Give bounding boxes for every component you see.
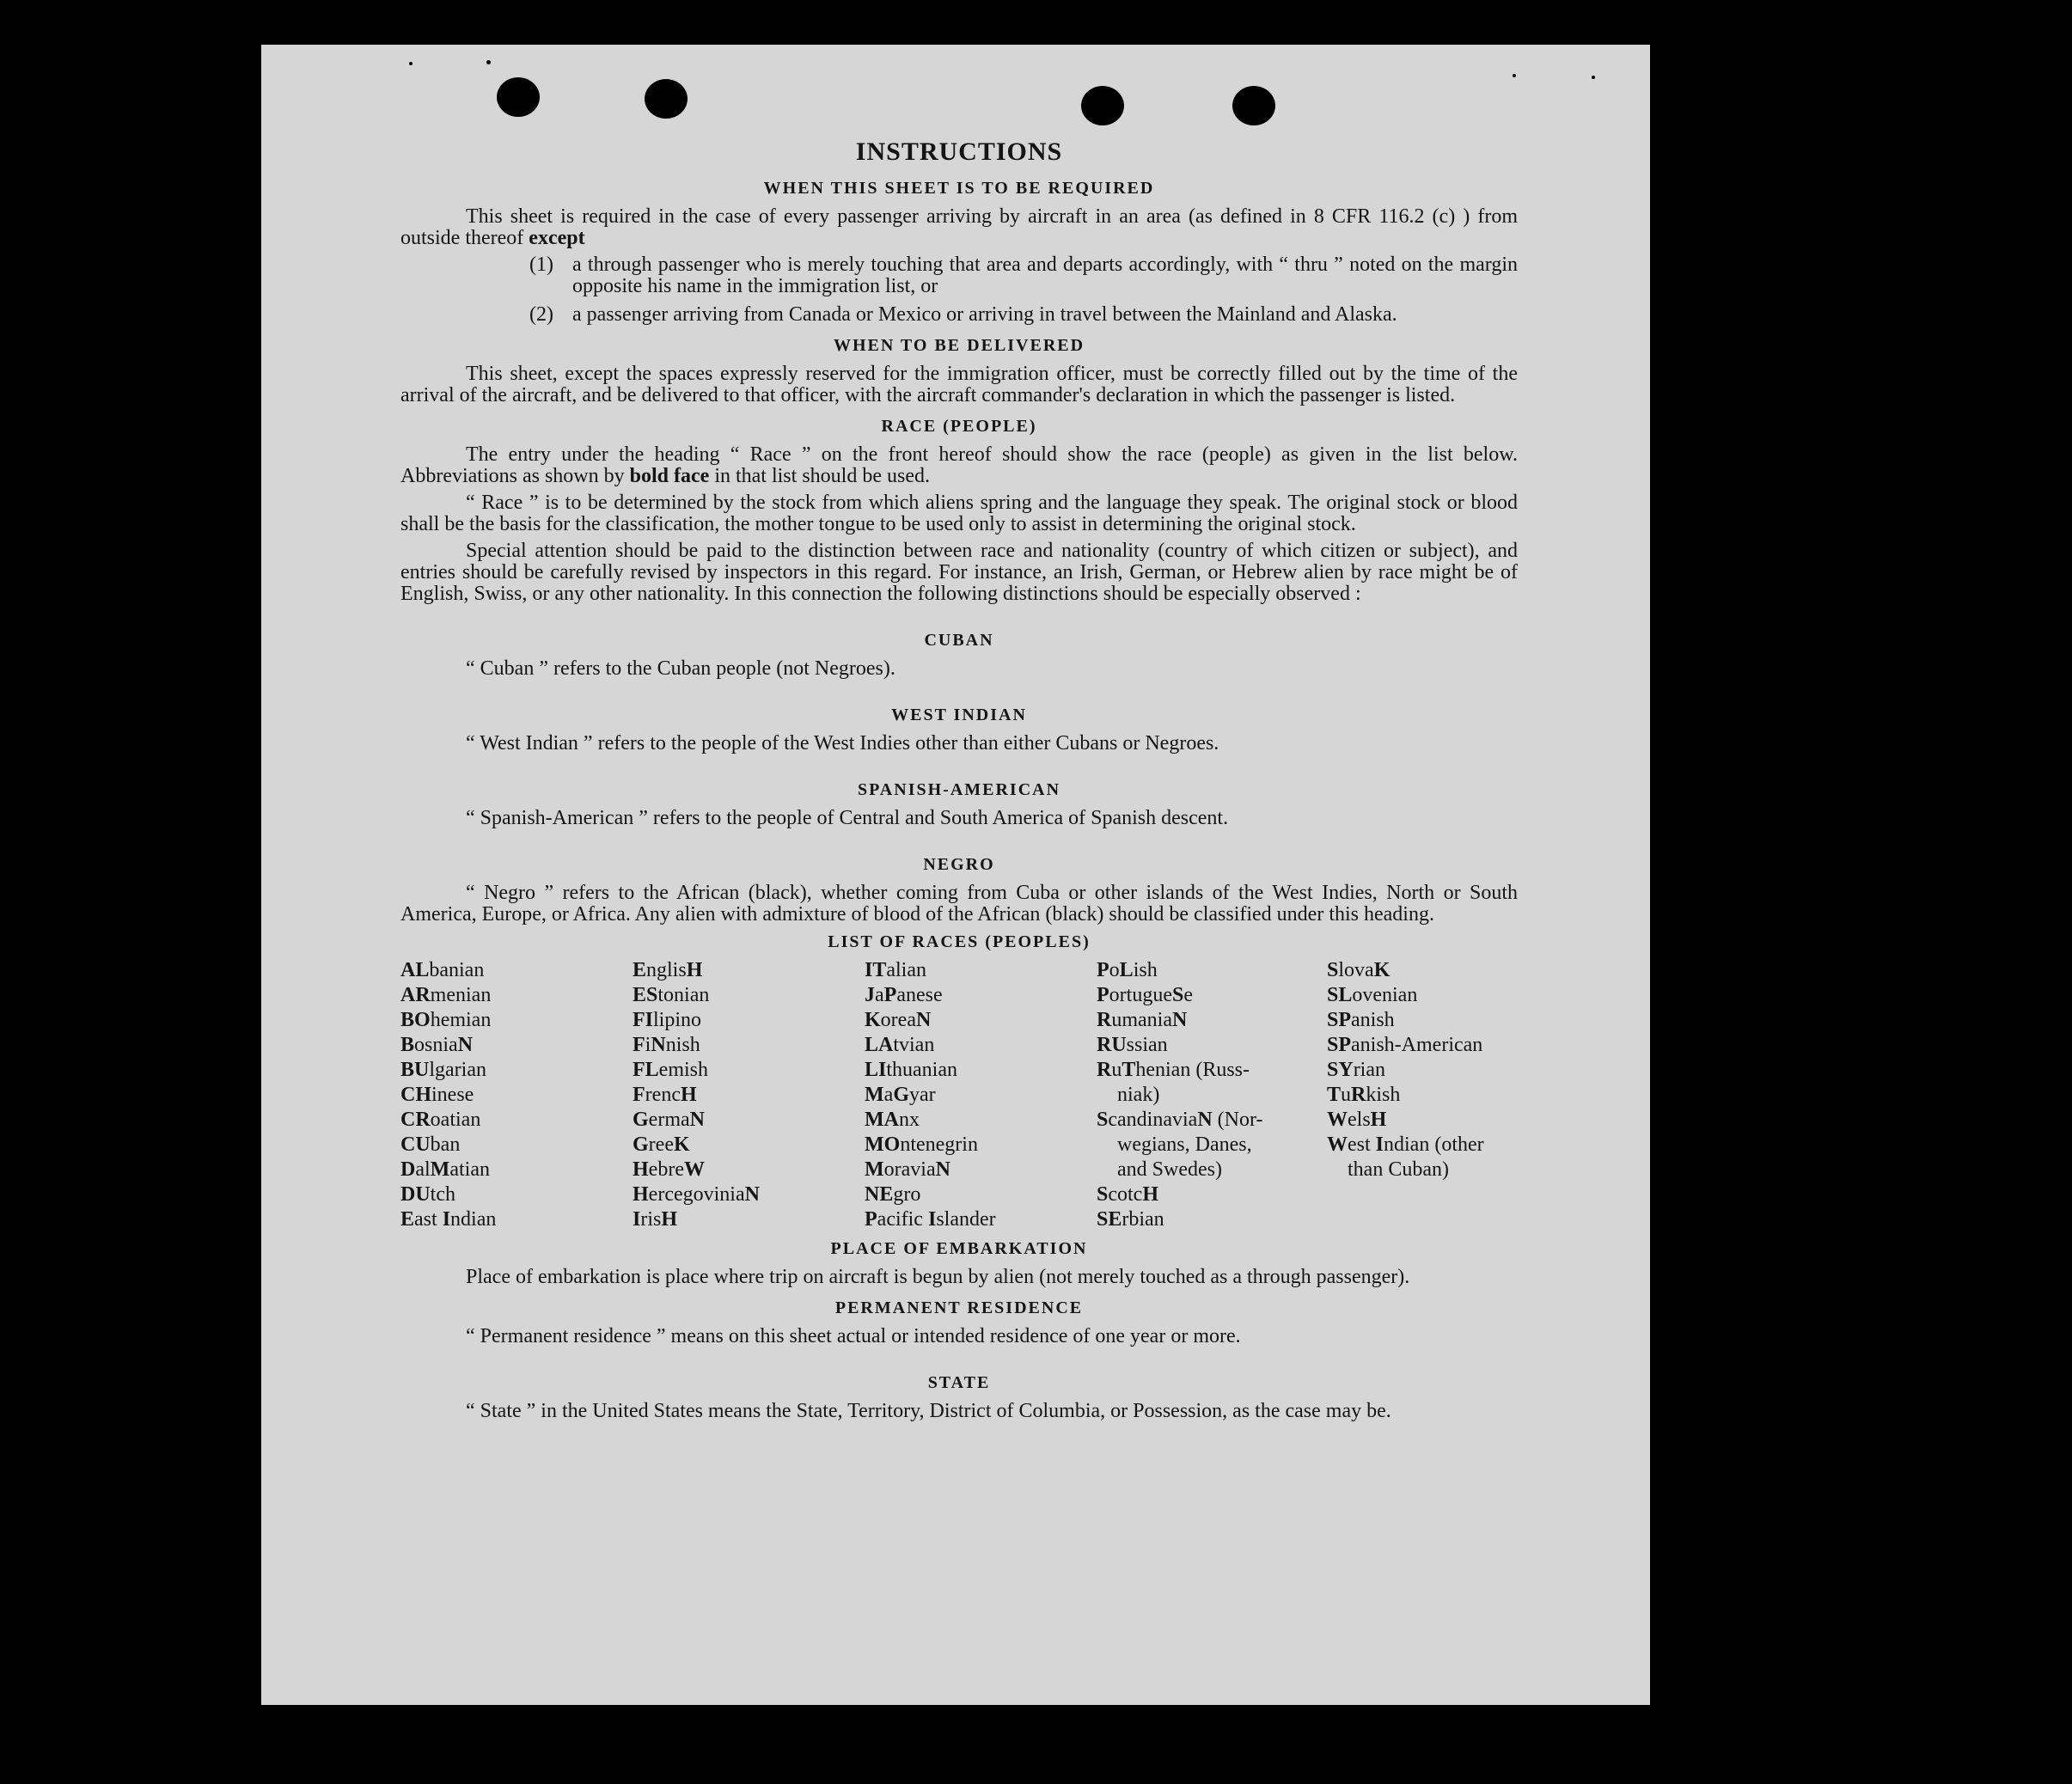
race-entry: West Indian (other — [1327, 1133, 1484, 1156]
race-entry: ScandinaviaN (Nor- — [1097, 1109, 1263, 1131]
heading-when-delivered: WHEN TO BE DELIVERED — [833, 336, 1085, 355]
race-entry: IrisH — [633, 1208, 678, 1231]
heading-place-of-embarkation: PLACE OF EMBARKATION — [830, 1239, 1088, 1258]
list-item: (1) a through passenger who is merely touching that area and departs accordingly, with “ thru ” noted on the margin opposite his name in the immigration list, or — [529, 254, 1518, 297]
race-entry: ScotcH — [1097, 1183, 1159, 1206]
race-entry: EStonian — [633, 984, 710, 1006]
punch-hole — [497, 77, 540, 117]
race-entry: ITalian — [865, 959, 926, 981]
race-column — [865, 958, 1097, 1232]
race-column — [1097, 958, 1327, 1232]
punch-hole — [645, 79, 688, 119]
dust-speck — [1592, 76, 1595, 79]
race-entry: DalMatian — [400, 1158, 490, 1181]
heading-list-of-races: LIST OF RACES (PEOPLES) — [828, 932, 1091, 951]
race-entry: RuThenian (Russ- — [1097, 1059, 1250, 1081]
dust-speck — [409, 62, 413, 65]
race-entry: niak) — [1117, 1084, 1160, 1106]
instructions-content — [400, 137, 1518, 1422]
race-column — [400, 958, 633, 1232]
race-entry: JaPanese — [865, 984, 943, 1006]
race-entry: FrencH — [633, 1084, 697, 1106]
race-entry: KoreaN — [865, 1009, 932, 1031]
race-entry: GermaN — [633, 1109, 705, 1131]
race-entry: wegians, Danes, — [1117, 1133, 1252, 1156]
heading-race: RACE (PEOPLE) — [881, 417, 1037, 436]
race-entry: HercegoviniaN — [633, 1183, 760, 1206]
paragraph-cuban: “ Cuban ” refers to the Cuban people (not Negroes). — [466, 657, 895, 680]
race-entry: ALbanian — [400, 959, 485, 981]
heading-when-required: WHEN THIS SHEET IS TO BE REQUIRED — [763, 179, 1155, 198]
race-entry: CRoatian — [400, 1109, 481, 1131]
race-entry: SErbian — [1097, 1208, 1164, 1231]
dust-speck — [1513, 74, 1516, 77]
paragraph-when-required: This sheet is required in the case of every passenger arriving by aircraft in an area (as defined in 8 CFR 116.2 (c) ) from outside thereof except — [400, 205, 1518, 249]
paragraph-race-3: Special attention should be paid to the distinction between race and nationality (country of which citizen or subject), and entries should be carefully revised by inspectors in this regard. For instance, an Irish, German, or Hebrew alien by race might be of English, Swiss, or any other nationality. In this connection the following distinctions should be especially observed : — [400, 540, 1518, 605]
race-entry: CHinese — [400, 1084, 474, 1106]
race-entry: HebreW — [633, 1158, 705, 1181]
race-entry: SPanish-American — [1327, 1034, 1483, 1056]
page-title: INSTRUCTIONS — [855, 137, 1063, 166]
heading-spanish-american: SPANISH-AMERICAN — [857, 780, 1061, 799]
race-entry: RUssian — [1097, 1034, 1168, 1056]
heading-permanent-residence: PERMANENT RESIDENCE — [834, 1298, 1084, 1317]
race-entry: BUlgarian — [400, 1059, 486, 1081]
race-entry: MaGyar — [865, 1084, 936, 1106]
race-entry: PortugueSe — [1097, 984, 1193, 1006]
race-entry: NEgro — [865, 1183, 921, 1206]
punch-hole — [1081, 86, 1124, 125]
race-entry: LAtvian — [865, 1034, 935, 1056]
race-entry: CUban — [400, 1133, 461, 1156]
punch-hole — [1232, 86, 1275, 125]
paragraph-spanish-american: “ Spanish-American ” refers to the people of Central and South America of Spanish descent. — [466, 807, 1229, 829]
race-entry: Pacific Islander — [865, 1208, 996, 1231]
race-entry: FiNnish — [633, 1034, 700, 1056]
race-entry: than Cuban) — [1348, 1158, 1449, 1181]
heading-cuban: CUBAN — [924, 631, 994, 650]
heading-state: STATE — [927, 1373, 991, 1392]
race-entry: GreeK — [633, 1133, 690, 1156]
document-page — [261, 45, 1650, 1705]
race-entry: East Indian — [400, 1208, 497, 1231]
paragraph-race-1: The entry under the heading “ Race ” on the front hereof should show the race (people) as given in the list below. Abbreviations as shown by bold face in that list should be used. — [400, 443, 1518, 487]
race-column — [1327, 958, 1518, 1232]
race-list — [400, 958, 1518, 1232]
race-entry: MAnx — [865, 1109, 920, 1131]
race-entry: EnglisH — [633, 959, 703, 981]
paragraph-west-indian: “ West Indian ” refers to the people of the West Indies other than either Cubans or Negroes. — [466, 732, 1219, 755]
race-entry: ARmenian — [400, 984, 492, 1006]
dust-speck — [486, 60, 491, 64]
paragraph-state: “ State ” in the United States means the State, Territory, District of Columbia, or Possession, as the case may be. — [466, 1400, 1391, 1422]
race-column — [633, 958, 865, 1232]
race-entry: TuRkish — [1327, 1084, 1401, 1106]
race-entry: SPanish — [1327, 1009, 1395, 1031]
heading-west-indian: WEST INDIAN — [891, 706, 1027, 724]
race-entry: BosniaN — [400, 1034, 474, 1056]
paragraph-negro: “ Negro ” refers to the African (black), whether coming from Cuba or other islands of the West Indies, North or South America, Europe, or Africa. Any alien with admixture of blood of the African (black) should be classified under this heading. — [400, 882, 1518, 926]
race-entry: MOntenegrin — [865, 1133, 978, 1156]
race-entry: SlovaK — [1327, 959, 1391, 981]
race-entry: PoLish — [1097, 959, 1158, 981]
paragraph-place-of-embarkation: Place of embarkation is place where trip on aircraft is begun by alien (not merely touched as a through passenger). — [466, 1266, 1410, 1288]
heading-negro: NEGRO — [923, 855, 995, 874]
race-entry: MoraviaN — [865, 1158, 950, 1181]
paragraph-permanent-residence: “ Permanent residence ” means on this sheet actual or intended residence of one year or more. — [466, 1325, 1241, 1347]
race-entry: LIthuanian — [865, 1059, 957, 1081]
list-item: (2) a passenger arriving from Canada or Mexico or arriving in travel between the Mainland and Alaska. — [529, 303, 1397, 326]
paragraph-when-delivered: This sheet, except the spaces expressly reserved for the immigration officer, must be correctly filled out by the time of the arrival of the aircraft, and be delivered to that officer, with the aircraft commander's declaration in which the passenger is listed. — [400, 363, 1518, 406]
race-entry: BOhemian — [400, 1009, 492, 1031]
race-entry: FLemish — [633, 1059, 708, 1081]
race-entry: RumaniaN — [1097, 1009, 1188, 1031]
race-entry: SLovenian — [1327, 984, 1418, 1006]
race-entry: SYrian — [1327, 1059, 1385, 1081]
race-entry: and Swedes) — [1117, 1158, 1222, 1181]
paragraph-race-2: “ Race ” is to be determined by the stock from which aliens spring and the language they speak. The original stock or blood shall be the basis for the classification, the mother tongue to be used only to assist in determining the original stock. — [400, 492, 1518, 535]
race-entry: FIlipino — [633, 1009, 702, 1031]
race-entry: DUtch — [400, 1183, 455, 1206]
race-entry: WelsH — [1327, 1109, 1387, 1131]
